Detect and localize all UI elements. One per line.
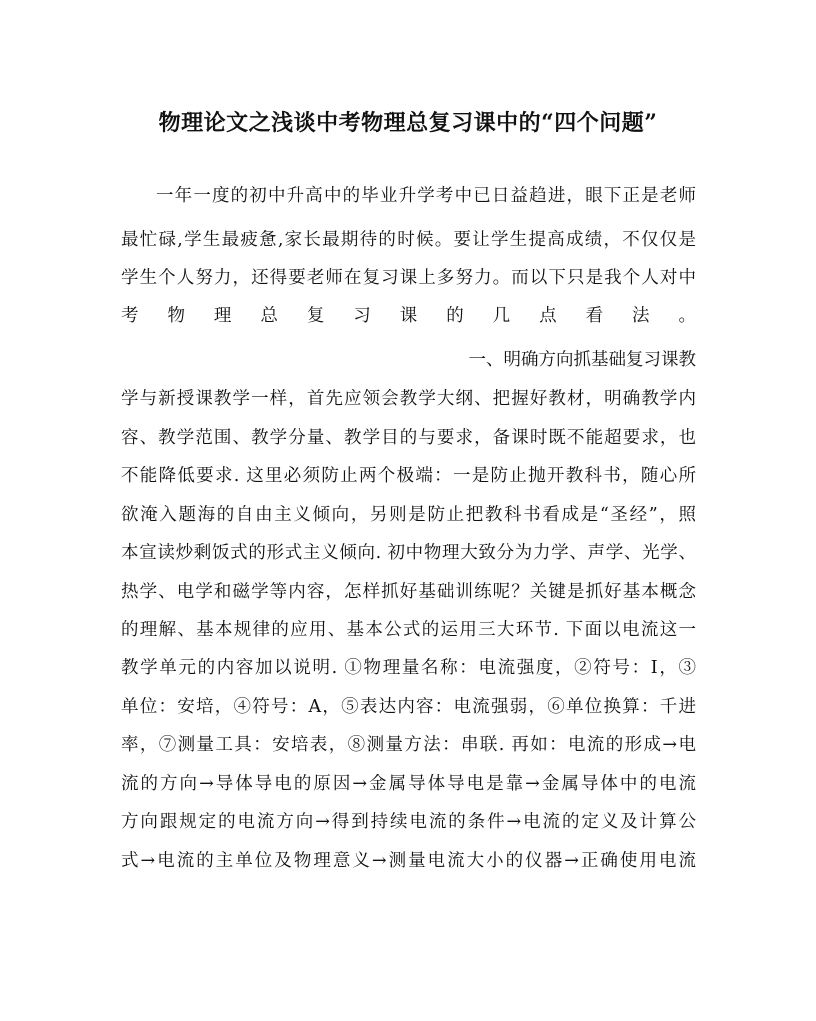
paragraph-line: 方向跟规定的电流方向→得到持续电流的条件→电流的定义及计算公	[121, 812, 696, 832]
paragraph-line: 一年一度的初中升高中的毕业升学考中已日益趋进，眼下正是老师	[156, 186, 696, 206]
paragraph-line: 教学单元的内容加以说明. ①物理量名称：电流强度，②符号：I，③	[121, 658, 696, 678]
paragraph-line: 率，⑦测量工具：安培表，⑧测量方法：串联. 再如：电流的形成→电	[121, 735, 696, 755]
paragraph-line: 最忙碌,学生最疲惫,家长最期待的时候。要让学生提高成绩，不仅仅是	[121, 230, 696, 250]
paragraph-line: 本宣读炒剩饭式的形式主义倾向. 初中物理大致分为力学、声学、光学、	[121, 543, 696, 563]
paragraph-line: 单位：安培，④符号：A，⑤表达内容：电流强弱，⑥单位换算：千进	[121, 697, 696, 717]
paragraph-line: 流的方向→导体导电的原因→金属导体导电是靠→金属导体中的电流	[121, 774, 696, 794]
paragraph-line: 学与新授课教学一样，首先应领会教学大纲、把握好教材，明确教学内	[121, 389, 696, 409]
paragraph-line: 式→电流的主单位及物理意义→测量电流大小的仪器→正确使用电流	[121, 851, 696, 871]
section-heading-line: 一、明确方向抓基础复习课教	[468, 350, 696, 370]
paragraph-line: 考 物 理 总 复 习 课 的 几 点 看 法 。	[121, 306, 696, 326]
paragraph-line: 的理解、基本规律的应用、基本公式的运用三大环节. 下面以电流这一	[121, 620, 696, 640]
paragraph-line: 不能降低要求. 这里必须防止两个极端：一是防止抛开教科书，随心所	[121, 466, 696, 486]
document-title: 物理论文之浅谈中考物理总复习课中的“四个问题”	[158, 110, 658, 136]
paragraph-line: 容、教学范围、教学分量、教学目的与要求，备课时既不能超要求，也	[121, 428, 696, 448]
paragraph-line: 热学、电学和磁学等内容，怎样抓好基础训练呢？关键是抓好基本概念	[121, 582, 696, 602]
paragraph-line: 欲淹入题海的自由主义倾向，另则是防止把教科书看成是“圣经”，照	[121, 505, 696, 525]
paragraph-line: 学生个人努力，还得要老师在复习课上多努力。而以下只是我个人对中	[121, 268, 696, 288]
